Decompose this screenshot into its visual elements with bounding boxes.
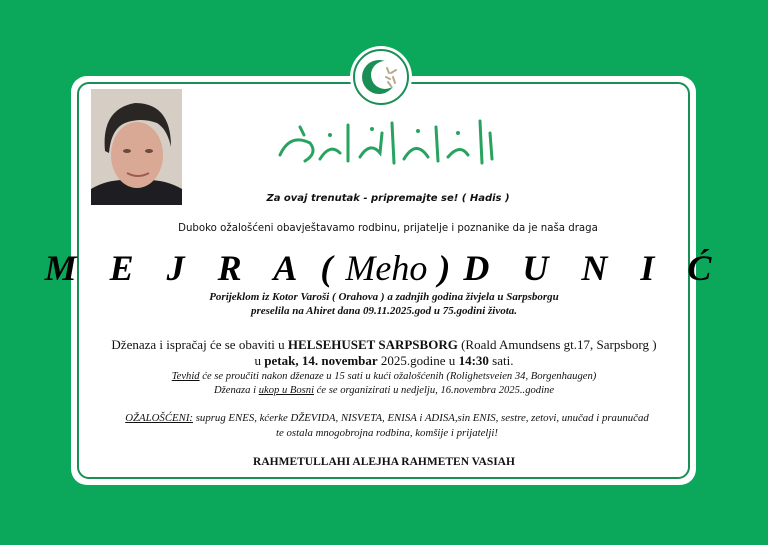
tevhid-line xyxy=(0,370,768,384)
crescent-and-stars-icon xyxy=(350,46,412,108)
deceased-name xyxy=(0,247,768,289)
funeral-time-suffix: sati. xyxy=(488,353,514,368)
funeral-date-prefix: u xyxy=(254,353,265,368)
intro-text: Duboko ožalošćeni obavještavamo rodbinu, prijatelje i poznanike da je naša draga xyxy=(178,223,598,234)
funeral-line-2 xyxy=(82,353,686,369)
mourners-label: OŽALOŠĆENI: xyxy=(125,412,194,424)
mourners-list xyxy=(82,411,692,441)
closing-prayer: RAHMETULLAHI ALEJHA RAHMETEN VASIAH xyxy=(253,456,515,468)
first-name: M E J R A xyxy=(44,248,310,288)
bosnia-burial-label: ukop u Bosni xyxy=(258,385,315,396)
funeral-time: 14:30 xyxy=(458,353,489,368)
last-name: D U N I Ć xyxy=(463,248,724,288)
arabic-calligraphy xyxy=(270,113,500,175)
origin-line-2: preselila na Ahiret dana 09.11.2025.god u 75.godini života. xyxy=(250,305,518,317)
bosnia-suffix: će se organizirati u nedjelju, 16.novembra 2025..godine xyxy=(314,385,555,396)
mourners-line-1 xyxy=(82,411,692,426)
funeral-address: (Roald Amundsens gt.17, Sarpsborg ) xyxy=(457,337,657,352)
origin-text xyxy=(0,290,768,318)
nickname-open-paren: ( xyxy=(320,248,346,288)
portrait-image xyxy=(91,89,182,205)
funeral-line-1 xyxy=(82,337,686,353)
funeral-day: petak, 14. novembar xyxy=(264,353,378,368)
nickname: Meho xyxy=(345,248,428,288)
bosnia-prefix: Dženaza i xyxy=(213,385,259,396)
bosnia-burial-line xyxy=(0,384,768,398)
mourners-line-2: te ostala mnogobrojna rodbina, komšije i prijatelji! xyxy=(275,427,499,439)
calligraphy-graphic xyxy=(270,113,500,175)
funeral-intro: Dženaza i ispračaj će se obaviti u xyxy=(111,337,288,352)
portrait-photo xyxy=(91,89,182,205)
hadith-quote: Za ovaj trenutak - pripremajte se! ( Hadis ) xyxy=(266,193,510,204)
additional-details xyxy=(0,370,768,398)
tevhid-label: Tevhid xyxy=(171,371,200,382)
funeral-venue: HELSEHUSET SARPSBORG xyxy=(287,337,458,352)
funeral-year: 2025.godine u xyxy=(377,353,459,368)
nickname-close-paren: ) xyxy=(427,248,453,288)
origin-line-1: Porijeklom iz Kotor Varoši ( Orahova ) a zadnjih godina živjela u Sarpsborgu xyxy=(209,291,559,303)
funeral-info xyxy=(82,337,686,369)
crescent-icon xyxy=(350,46,412,108)
tevhid-text: će se proučiti nakon dženaze u 15 sati u kući ožalošćenih (Rolighetsveien 34, Borgenhaugen) xyxy=(199,371,597,382)
mourners-names: suprug ENES, kćerke DŽEVIDA, NISVETA, ENISA i ADISA,sin ENIS, sestre, zetovi, unučad i praunučad xyxy=(193,412,649,424)
